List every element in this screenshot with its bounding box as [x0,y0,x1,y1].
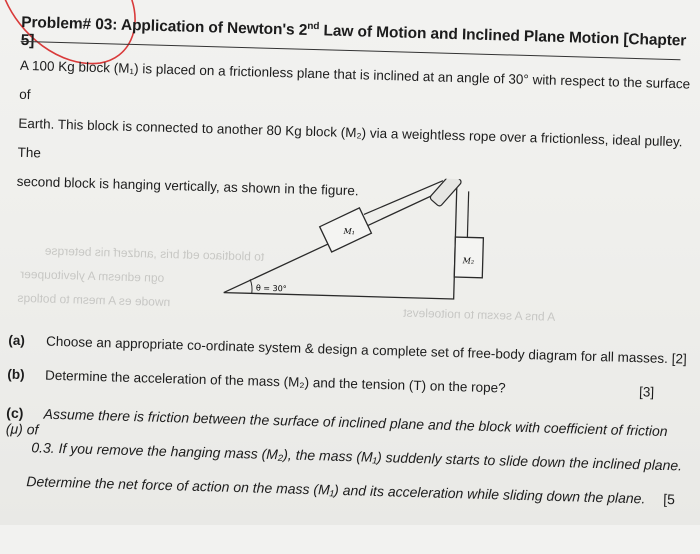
bleed-through-text: nwode es A mesm to botloqs [17,290,171,310]
statement-line-1: A 100 Kg block (M₁) is placed on a frictionless plane that is inclined at an angle of 30° with respect to the surface of [19,57,691,103]
question-a-label: (a) [8,332,26,349]
question-a-marks: [2] [671,351,687,367]
question-c-line-3: Determine the net force of action on the mass (M₁) and its acceleration while sliding down the plane. [26,473,646,507]
angle-arc [250,279,253,293]
question-b [7,367,687,401]
bleed-through-text: to blodtiaco edt bris ,andzerf nis beterqse [44,243,265,264]
question-b-label: (b) [7,366,25,383]
question-a-text: Choose an appropriate co-ordinate system & design a complete set of free-body diagram for all masses. [45,333,669,367]
question-c-line-2: 0.3. If you remove the hanging mass (M₂), the mass (M₁) suddenly starts to slide down the inclined plane. [31,439,683,474]
problem-number: Problem# 03: [20,13,118,34]
question-c-line-1: Assume there is friction between the surface of inclined plane and the block with coefficient of friction (μ) of [5,405,668,440]
angle-label: θ = 30° [255,283,287,294]
bleed-through-text: A bns A sexsm to noitoelevst [403,305,556,324]
statement-line-3: second block is hanging vertically, as shown in the figure. [16,173,359,199]
rope-vertical [467,191,468,237]
block-m1-label: M₁ [343,226,356,237]
title-text: Application of Newton's 2 [120,16,308,39]
question-c-label: (c) [6,404,24,422]
question-b-text: Determine the acceleration of the mass (M₂) and the tension (T) on the rope? [44,367,506,396]
statement-line-2: Earth. This block is connected to another 80 Kg block (M₂) via a weightless rope over a frictionless, ideal pulley. The [17,115,683,161]
title-superscript: nd [307,20,320,33]
bleed-through-text: ogn ednesm A ylevitoupeer [20,266,165,285]
question-c-marks: [5 [663,490,676,508]
question-b-marks: [3] [638,384,655,400]
question-a [8,333,688,367]
question-c-cont-2 [26,473,700,508]
inclined-plane-figure [203,172,507,315]
block-m2-label: M₂ [462,256,475,266]
title-text-rest: Law of Motion and Inclined Plane Motion [Chapter 5] [20,22,687,50]
